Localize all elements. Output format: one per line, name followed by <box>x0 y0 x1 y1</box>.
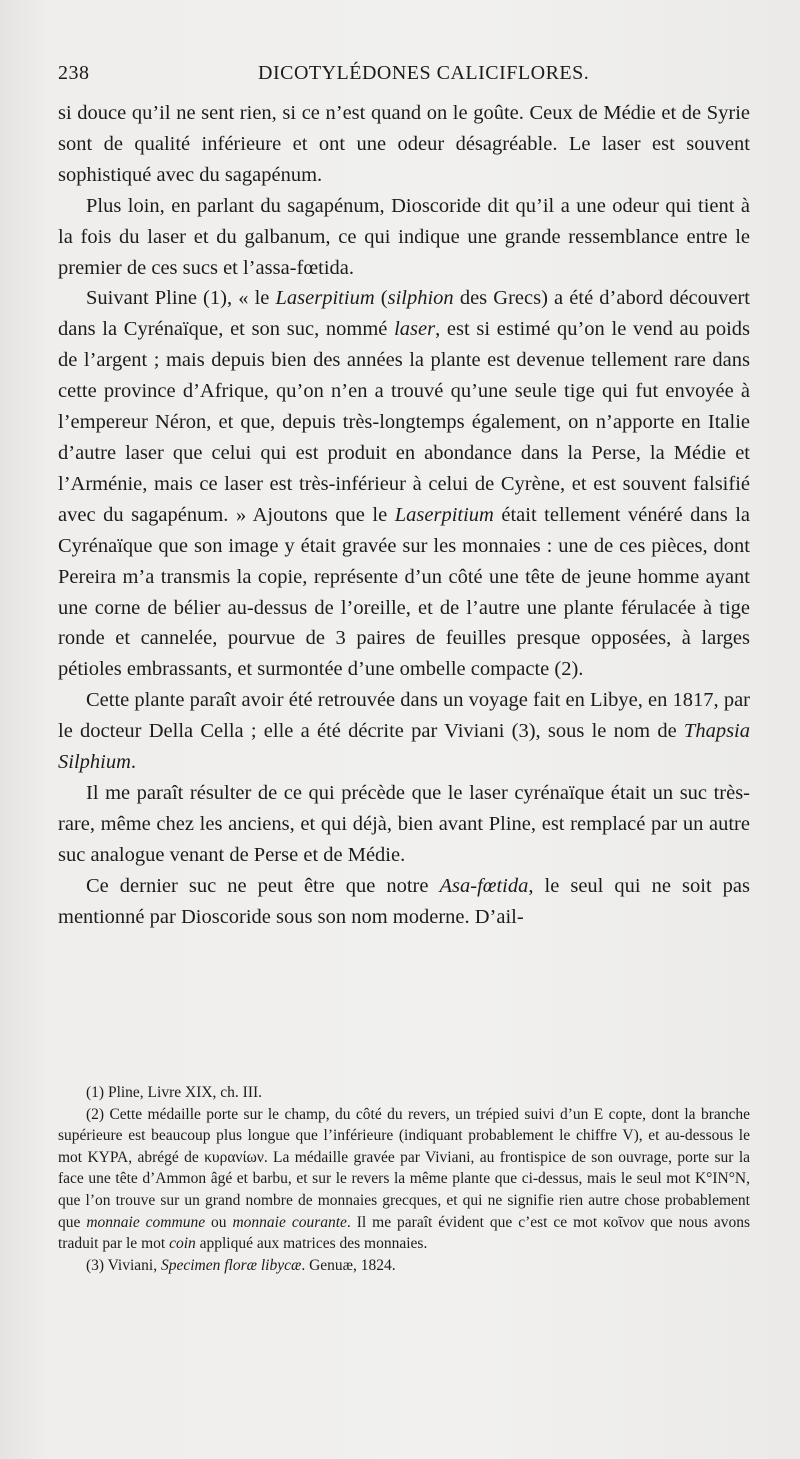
paragraph <box>58 685 750 778</box>
text-run: (3) Viviani, <box>86 1256 161 1274</box>
footnote <box>58 1255 750 1277</box>
body-text <box>58 98 750 932</box>
page-header <box>58 62 748 88</box>
text-run: . <box>130 751 137 774</box>
paragraph <box>58 191 750 284</box>
paragraph <box>58 283 750 685</box>
italic-text: coin <box>169 1235 196 1253</box>
paragraph <box>58 98 750 191</box>
italic-text: Laserpitium <box>275 287 375 310</box>
text-run: , le seul qui ne soit pas mentionné par Dioscoride sous son nom moderne. D’ail- <box>58 874 750 928</box>
italic-text: monnaie courante <box>232 1213 347 1231</box>
paragraph <box>58 778 750 871</box>
text-run: Ce dernier suc ne peut être que notre <box>86 874 440 897</box>
italic-text: silphion <box>387 287 454 310</box>
text-run: Il me paraît résulter de ce qui précède que le laser cyrénaïque était un suc très-rare, même chez les anciens, et qui déjà, bien avant Pline, est remplacé par un autre suc analogue venant de Perse et de Médie. <box>58 781 750 866</box>
footnote <box>58 1104 750 1255</box>
italic-text: monnaie commune <box>86 1213 206 1231</box>
italic-text: Asa-fœtida <box>439 874 529 897</box>
page-number: 238 <box>58 62 90 84</box>
text-run: si douce qu’il ne sent rien, si ce n’est quand on le goûte. Ceux de Médie et de Syrie sont de qualité inférieure et ont une odeur désagréable. Le laser est souvent sophistiqué avec du sagapénum. <box>58 102 750 186</box>
text-run: ( <box>374 287 388 310</box>
text-run: (1) Pline, Livre XIX, ch. III. <box>86 1084 263 1101</box>
text-run: Suivant Pline (1), « le <box>86 287 276 310</box>
text-run: . Genuæ, 1824. <box>301 1256 396 1274</box>
text-run: . Il me paraît évident que c’est ce mot κοῖνον que nous avons traduit par le mot <box>58 1213 751 1253</box>
text-run: , est si estimé qu’on le vend au poids de l’argent ; mais depuis bien des années la plante est devenue tellement rare dans cette province d’Afrique, qu’on n’en a trouvé qu’une seule tige qui fut envoyée à l’empereur Néron, et que, depuis très-longtemps également, on n’apporte en Italie d’autre laser que celui qui est produit en abondance dans la Perse, la Médie et l’Arménie, mais ce laser est très-inférieur à celui de Cyrène, et est souvent falsifié avec du sagapénum. » Ajoutons que le <box>58 318 751 526</box>
italic-text: laser <box>394 318 436 341</box>
paragraph <box>58 871 750 933</box>
text-run: (2) Cette médaille porte sur le champ, du côté du revers, un trépied suivi d’un E copte, dont la branche supérieure est beaucoup plus longue que l’inférieure (indiquant probablement le chiffre V), et au-dessous le mot ΚΥΡΑ, abrégé de κυρανίων. La médaille gravée par Viviani, au frontispice de son ouvrage, porte sur la face une tête d’Ammon âgé et barbu, et sur le revers la même plante que ci-dessus, mais le seul mot Κ°ΙΝ°Ν, que l’on trouve sur un grand nombre de monnaies grecques, et qui ne signifie rien autre chose probablement que <box>58 1105 750 1231</box>
text-run: Cette plante paraît avoir été retrouvée dans un voyage fait en Libye, en 1817, par le docteur Della Cella ; elle a été décrite par Viviani (3), sous le nom de <box>58 689 750 743</box>
footnotes <box>58 1082 750 1276</box>
text-run: ou <box>205 1213 233 1231</box>
italic-text: Specimen floræ libycæ <box>160 1256 302 1274</box>
text-run: des Grecs) a été d’abord découvert dans la Cyrénaïque, et son suc, nommé <box>58 287 751 341</box>
footnote <box>58 1082 750 1104</box>
text-run: appliqué aux matrices des monnaies. <box>195 1235 428 1253</box>
text-run: était tellement vénéré dans la Cyrénaïque que son image y était gravée sur les monnaies : une de ces pièces, dont Pereira m’a transmis la copie, représente d’un côté une tête de jeune homme ayant une corne de bélier au-dessus de l’oreille, et de l’autre une plante férulacée à tige ronde et cannelée, pourvue de 3 paires de feuilles presque opposées, à larges pétioles embrassants, et surmontée d’une ombelle compacte (2). <box>58 503 751 681</box>
text-run: Plus loin, en parlant du sagapénum, Dioscoride dit qu’il a une odeur qui tient à la fois du laser et du galbanum, ce qui indique une grande ressemblance entre le premier de ces sucs et l’assa-fœtida. <box>58 194 750 279</box>
italic-text: Thapsia Silphium <box>58 720 750 774</box>
italic-text: Laserpitium <box>394 503 494 526</box>
running-title: DICOTYLÉDONES CALICIFLORES. <box>258 62 590 84</box>
